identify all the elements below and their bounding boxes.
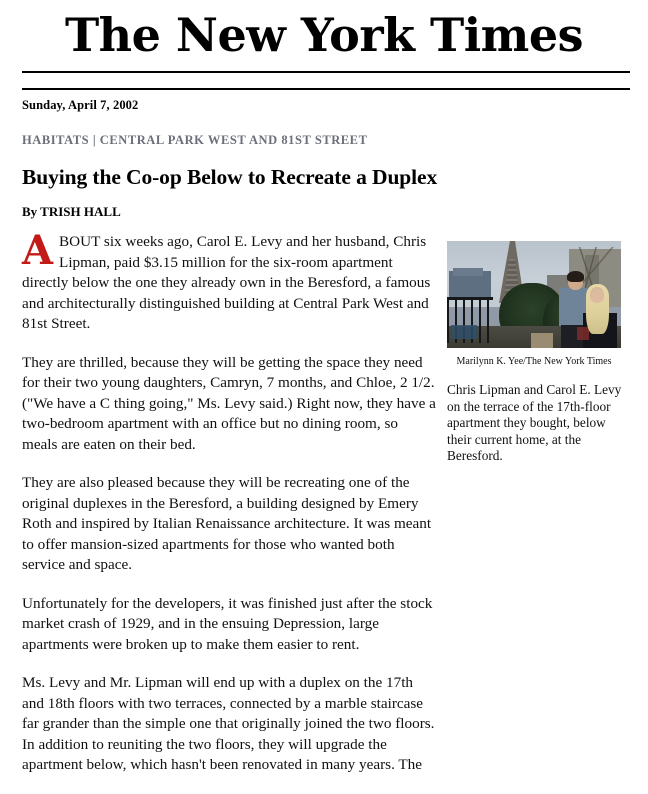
paragraph bbox=[22, 473, 436, 576]
paragraph bbox=[22, 673, 436, 776]
photo-planter-box bbox=[451, 325, 477, 339]
rule-spacer bbox=[22, 73, 630, 88]
dateline: Sunday, April 7, 2002 bbox=[22, 98, 139, 112]
photo-credit: Marilynn K. Yee/The New York Times bbox=[456, 356, 612, 367]
masthead-title: The New York Times bbox=[64, 8, 584, 62]
photo-man-hair bbox=[567, 271, 584, 282]
byline: By TRISH HALL bbox=[22, 204, 121, 219]
photo-railing-top-bar bbox=[447, 297, 493, 300]
paragraph-text: Unfortunately for the developers, it was finished just after the stock market crash of 1929, and in the ensuing Depression, large apartments were broken up to make them easier to rent. bbox=[22, 594, 433, 653]
article-photo bbox=[447, 241, 621, 348]
page-title: Buying the Co-op Below to Recreate a Duplex bbox=[22, 165, 438, 189]
section-kicker: HABITATS | CENTRAL PARK WEST AND 81ST STREET bbox=[22, 133, 368, 147]
masthead-rules bbox=[22, 71, 630, 90]
photo-background-building-left-top bbox=[453, 268, 483, 276]
photo-woman-arm bbox=[577, 327, 589, 340]
paragraph-text: They are also pleased because they will be recreating one of the original duplexes in the Beresford, a building designed by Emery Roth and inspired by Italian Renaissance architecture. It was meant to offer mansion-sized apartments for those who wanted both service and space. bbox=[22, 474, 432, 573]
paragraph-text: They are thrilled, because they will be getting the space they need for their two young daughters, Camryn, 7 months, and Chloe, 2 1/2. ("We have a C thing going," Ms. Levy said.) Right now, they have a two-bedroom apartment with an office but no dining room, so meals are eaten on their bed. bbox=[22, 353, 436, 453]
article-body bbox=[22, 227, 436, 794]
photo-caption: Chris Lipman and Carol E. Levy on the terrace of the 17th-floor apartment they bought, below their current home, at the Beresford. bbox=[447, 382, 622, 464]
photo-column bbox=[447, 241, 625, 465]
drop-cap: A bbox=[22, 227, 54, 274]
paragraph bbox=[22, 594, 436, 656]
photo-planter-pot bbox=[531, 333, 553, 348]
masthead bbox=[0, 0, 648, 66]
paragraph-text: BOUT six weeks ago, Carol E. Levy and her husband, Chris Lipman, paid $3.15 million for the six-room apartment directly below the one they already own in the Beresford, a famous and architecturally distinguished building at Central Park West and 81st Street. bbox=[22, 233, 431, 332]
paragraph bbox=[22, 227, 436, 335]
paragraph-text: Ms. Levy and Mr. Lipman will end up with a duplex on the 17th and 18th floors with two terraces, connected by a marble staircase far grander than the simple one that originally joined the two floors. In addition to reuniting the two floors, they will upgrade the apartment below, which hasn't been renovated in many years. The bbox=[22, 674, 435, 773]
paragraph bbox=[22, 353, 436, 456]
photo-woman-face bbox=[591, 289, 603, 303]
rule-bottom bbox=[22, 88, 630, 90]
